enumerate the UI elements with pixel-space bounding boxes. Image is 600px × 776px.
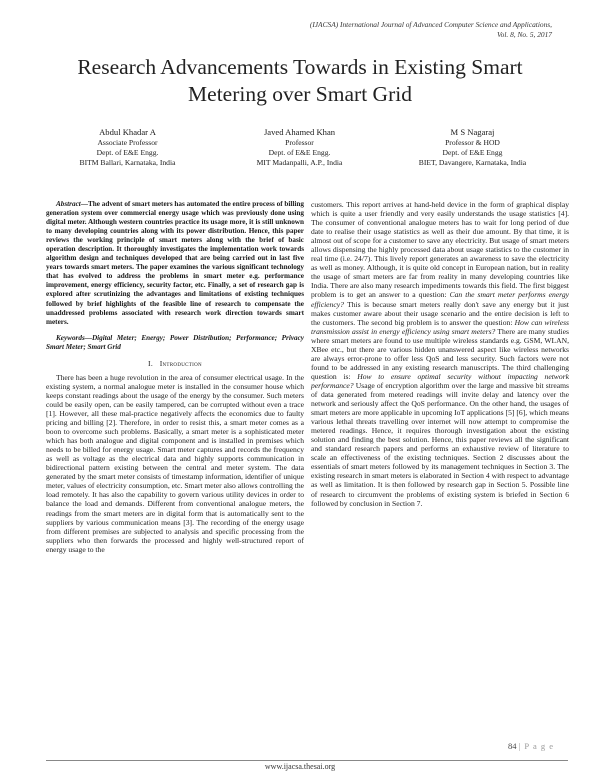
footer-divider	[46, 760, 568, 761]
title-line-1: Research Advancements Towards in Existing Smart	[77, 55, 523, 79]
right-column	[311, 200, 569, 508]
introduction-continued	[311, 200, 569, 508]
author-name: M S Nagaraj	[450, 127, 495, 137]
research-question-3: How to ensure optimal security without impacting network performance?	[311, 371, 569, 390]
keywords-text: —Digital Meter; Energy; Power Distribution; Performance; Privacy Smart Meter; Smart Grid	[46, 333, 304, 351]
author-role: Professor & HOD	[445, 138, 500, 147]
abstract-label: Abstract	[56, 200, 81, 208]
page-label: | P a g e	[518, 741, 554, 751]
author-institution: MIT Madanpalli, A.P., India	[256, 158, 343, 168]
text-run: This is because smart meters really don't save any energy but it just makes customer aware about their usage scenario and the entire decision is left to the customers. The second big problem is to answer the question:	[311, 299, 569, 327]
journal-name: (IJACSA) International Journal of Advanced Computer Science and Applications,	[309, 20, 552, 29]
author-1	[40, 126, 215, 169]
page-number-value: 84	[507, 741, 517, 751]
author-name: Javed Ahamed Khan	[263, 127, 336, 137]
section-title: Introduction	[159, 358, 202, 368]
section-number: I.	[148, 358, 154, 368]
text-run: There are many studies where smart meters are found to use multiple wireless standards e.g. GSM, WLAN, XBee etc., but there are various hidden unanswered aspect like wireless networks are always error-prone to offer less QoS and less security. Such factors were not found to be addressed in any existing research manuscripts. The third challenging question is:	[311, 326, 569, 381]
author-2	[212, 126, 387, 169]
page-number	[508, 741, 554, 751]
left-column	[46, 200, 304, 554]
author-3	[385, 126, 560, 169]
abstract	[46, 200, 304, 327]
author-dept: Dept. of E&E Engg.	[96, 148, 159, 158]
text-run: Usage of encryption algorithm over the large and massive bit streams of data generated from metered readings will invite delay and latency over the network and seriously affect the QoS performance. On the other hand, the usages of smart meters are more applicable in upcoming IoT applications [5] [6], which means various lethal threats travelling over internet will now attempt to compromise the metered readings. Hence, it requires thorough investigation about the existing solution and finding the best solution. Hence, this paper reviews all the significant and standard research papers and performs an exhaustive review of literature to scale an effectiveness of the existing techniques. Section 2 discusses about the essentials of smart meters followed by its management techniques in Section 3. The existing research in smart meters is elaborated in Section 4 with respect to advantage as well as limitation. It is then followed by research gap in Section 5. Possible line of research to circumvent the problems of existing system is briefed in Section 6 followed by conclusion in Section 7.	[311, 380, 569, 508]
research-question-1: Can the smart meter performs energy efficiency?	[311, 290, 570, 309]
author-dept: Dept. of E&E Engg	[442, 148, 503, 158]
abstract-text: —The advent of smart meters has automated the entire process of billing generation system over commercial energy usage which was previously done using digital meter. Although western countries practice its usage more, it is still unknown to many developing countries along with its power distribution. Hence, this paper reviews the working principle of smart meters along with the brief of basic operation description. It thoroughly investigates the implementation work towards algorithm design and techniques developed that are being carried out in last five years towards smart meters. The paper examines the various significant technology that has evolved to address the problems in smart meter e.g. performance improvement, energy efficiency, security factor, etc. Finally, a set of research gap is explored after scrutinizing the advantages and limitations of existing techniques followed by brief highlights of the feasible line of research to compensate the unaddressed problems associated with research work direction towards smart meters.	[46, 200, 304, 326]
keywords-label: Keywords	[56, 333, 85, 342]
introduction-paragraph: There has been a huge revolution in the area of consumer electrical usage. In the existing system, a normal analogue meter is installed in the consumer house which keeps constant readings about the usage of the energy by the consumer. Such meters could be easily open, can be easily tampered, can be corrupted without even a trace [1]. However, all these mal-practice negatively affects the economics due to faulty pricing and billing [2]. Therefore, in order to resist this, a smart meter comes as a boon to overcome such problems. Basically, a smart meter is a sophisticated meter which has both analogue and digital component and is installed in premises which needs to be billed for energy usage. Smart meter captures and records the frequency as well as voltage as the electrical data and highly supports communication in bidirectional pattern existing between the central and meter system. The data generated by the smart meter consists of timestamp information, identifier of unique meter, values of electricity consumption, etc. Smart meter also allows controlling the load remotely. It has also the capability to govern various utility devices in order to balance the load and demands. Different from conventional analogue meters, the readings from the smart meters are in digital form that is automatically sent to the suppliers by various communication means [3]. The recording of the energy usage from different premises are subjected to analysis and specific processing from the suppliers who then forwards the processed and highly well-structured report of energy usage to the	[46, 372, 304, 554]
keywords	[46, 334, 304, 352]
author-institution: BITM Ballari, Karnataka, India	[79, 158, 176, 168]
journal-volume: Vol. 8, No. 5, 2017	[496, 30, 552, 39]
paper-title	[40, 54, 560, 108]
research-question-2: How can wireless transmission assist in energy efficiency using smart meters?	[311, 317, 569, 336]
author-role: Associate Professor	[97, 138, 158, 147]
author-name: Abdul Khadar A	[99, 127, 156, 137]
title-line-2: Metering over Smart Grid	[188, 82, 412, 106]
author-dept: Dept. of E&E Engg.	[268, 148, 331, 158]
text-run: customers. This report arrives at hand-held device in the form of graphical display which is quite a user friendly and very easily understands the usage statistics [4]. The consumer of conventional analogue meters has to wait for long period of due date to realise their usage statistics as well as their due amount. By that time, it is almost out of scope for a customer to save any electricity. But usage of smart meters allows dispensing the highly processed data about usage statistics to the customer in real time (i.e. 24/7). This lively report generates an awareness to save the electricity as well as money. Although, it is quite old concept in European nation, but in reality the usage of smart meters are far from reality in many developing countries like India. There are also many research impediments towards this field. The first biggest problem is to get an answer to a question:	[311, 200, 569, 300]
author-block	[40, 126, 560, 176]
footer-url: www.ijacsa.thesai.org	[264, 762, 336, 771]
journal-header	[192, 20, 552, 40]
author-role: Professor	[285, 138, 314, 147]
author-institution: BIET, Davangere, Karnataka, India	[418, 158, 527, 168]
section-heading-introduction	[46, 359, 304, 368]
